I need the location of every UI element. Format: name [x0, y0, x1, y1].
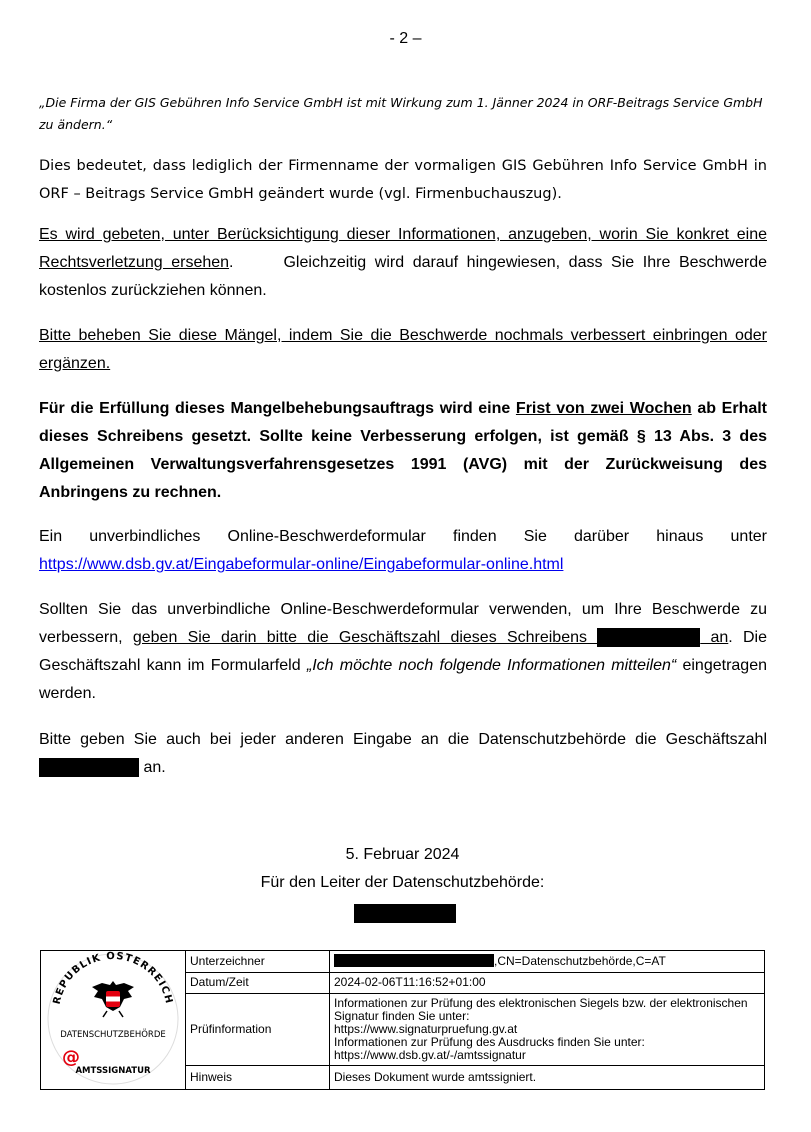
value-datetime: 2024-02-06T11:16:52+01:00 [330, 972, 765, 994]
request-dot: . [229, 254, 234, 271]
paragraph-firm-name-change: Dies bedeutet, dass lediglich der Firmenname der vormaligen GIS Gebühren Info Service GmbH in ORF – Beitrags Service GmbH geändert wurde (vgl. Firmenbuchauszug). [39, 158, 767, 202]
redacted-signer-dn [334, 954, 494, 967]
paragraph-deadline [39, 395, 767, 507]
seal-arc-text: REPUBLIK ÖSTERREICH [51, 951, 175, 1006]
other-submissions-after: an. [139, 759, 166, 776]
request-underlined-text: Es wird gebeten, unter Berücksichtigung dieser Informationen, anzugeben, worin Sie konkret eine Rechtsverletzung ersehen [39, 226, 767, 271]
signature-date: 5. Februar 2024 [345, 846, 460, 863]
signature-block-table [40, 950, 765, 1090]
label-note: Hinweis [186, 1066, 330, 1090]
paragraph-fix-deficiencies: Bitte beheben Sie diese Mängel, indem Sie die Beschwerde nochmals verbessert einbringen oder ergänzen. [39, 327, 767, 372]
online-form-link[interactable]: https://www.dsb.gv.at/Eingabeformular-online/Eingabeformular-online.html [39, 556, 564, 573]
case-hint-underlined: geben Sie darin bitte die Geschäftszahl dieses Schreibens an [132, 629, 729, 646]
quote-paragraph: „Die Firma der GIS Gebühren Info Service GmbH ist mit Wirkung zum 1. Jänner 2024 in ORF-Beitrags Service GmbH zu ändern.“ [39, 95, 763, 132]
form-field-name: „Ich möchte noch folgende Informationen mitteilen“ [306, 657, 677, 674]
page-number: - 2 – [389, 30, 422, 47]
value-note: Dieses Dokument wurde amtssigniert. [330, 1066, 765, 1090]
withdraw-hint-text: Gleichzeitig wird darauf hingewiesen, dass Sie Ihre Beschwerde kostenlos zurückziehen können. [39, 254, 767, 299]
seal-amtssignatur-text: AMTSSIGNATUR [75, 1066, 151, 1076]
case-hint-middle: . Die Geschäftszahl kann im Formularfeld [39, 629, 767, 674]
redacted-case-number-2 [39, 758, 139, 777]
paragraph-other-submissions [39, 726, 767, 782]
seal-authority-text: DATENSCHUTZBEHÖRDE [60, 1030, 166, 1040]
deadline-text-after: ab Erhalt dieses Schreibens gesetzt. Sollte keine Verbesserung erfolgen, ist gemäß § 13 Abs. 3 des Allgemeinen Verwaltungsverfahrensgesetzes 1991 (AVG) mit der Zurückweisung des Anbringens zu rechnen. [39, 400, 768, 501]
paragraph-online-form [39, 523, 767, 579]
value-signer: ,CN=Datenschutzbehörde,C=AT [330, 951, 765, 973]
at-sign-icon: @ [62, 1047, 80, 1068]
redacted-case-number [597, 628, 700, 647]
value-verification [330, 994, 765, 1066]
signature-on-behalf: Für den Leiter der Datenschutzbehörde: [260, 874, 545, 891]
verification-link-2: https://www.dsb.gv.at/-/amtssignatur [334, 1048, 526, 1063]
deadline-text-before: Für die Erfüllung dieses Mangelbehebungsauftrags wird eine [39, 400, 516, 417]
case-hint-before: Sollten Sie das unverbindliche Online-Beschwerdeformular verwenden, um Ihre Beschwerde zu verbessern, [39, 601, 767, 646]
online-form-text: Ein unverbindliches Online-Beschwerdeformular finden Sie darüber hinaus unter [39, 528, 767, 545]
paragraph-case-number-hint [39, 596, 767, 708]
official-seal [41, 951, 185, 1089]
verification-line-2: Informationen zur Prüfung des Ausdrucks finden Sie unter: [334, 1035, 645, 1050]
deadline-period: Frist von zwei Wochen [515, 400, 692, 417]
verification-link-1: https://www.signaturpruefung.gv.at [334, 1022, 518, 1037]
paragraph-request-info [39, 221, 767, 305]
verification-line-1: Informationen zur Prüfung des elektronischen Siegels bzw. der elektronischen Signatur finden Sie unter: [334, 996, 748, 1024]
case-hint-after: eingetragen werden. [39, 657, 767, 702]
official-seal-cell [41, 951, 186, 1090]
label-verification: Prüfinformation [186, 994, 330, 1066]
label-signer: Unterzeichner [186, 951, 330, 973]
redacted-signer-name [354, 904, 456, 923]
seal-emblem-graphic [41, 951, 185, 1089]
other-submissions-before: Bitte geben Sie auch bei jeder anderen Eingabe an die Datenschutzbehörde die Geschäftszahl [39, 731, 767, 748]
label-datetime: Datum/Zeit [186, 972, 330, 994]
